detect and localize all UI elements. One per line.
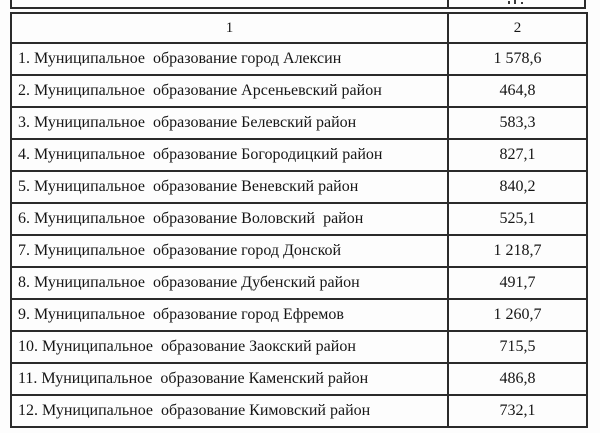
table-row — [12, 202, 586, 234]
previous-table-fragment — [10, 0, 586, 9]
table-row — [12, 330, 586, 362]
row-name-cell: 6. Муниципальное образование Воловский район — [12, 204, 449, 234]
row-name-cell: 9. Муниципальное образование город Ефремов — [12, 300, 449, 330]
table-row — [12, 74, 586, 106]
row-value-cell: 583,3 — [499, 114, 536, 131]
table-header-row — [12, 14, 586, 42]
table-row — [12, 394, 586, 426]
row-value-cell: 827,1 — [499, 146, 536, 163]
table-row — [12, 266, 586, 298]
header-cell-col1: 1 — [12, 14, 449, 42]
row-value-cell: 715,5 — [499, 338, 536, 355]
row-name-cell: 1. Муниципальное образование город Алексин — [12, 44, 449, 74]
row-name-cell: 3. Муниципальное образование Белевский район — [12, 108, 449, 138]
table-row — [12, 362, 586, 394]
row-value-cell: 491,7 — [499, 274, 536, 291]
row-value-cell: 732,1 — [499, 402, 536, 419]
row-name-cell: 4. Муниципальное образование Богородицкий район — [12, 140, 449, 170]
table-row — [12, 138, 586, 170]
previous-table-column-divider — [447, 0, 449, 7]
row-name-cell: 8. Муниципальное образование Дубенский район — [12, 268, 449, 298]
row-name-cell: 12. Муниципальное образование Кимовский район — [12, 396, 449, 426]
row-name-cell: 7. Муниципальное образование город Донской — [12, 236, 449, 266]
table-row — [12, 42, 586, 74]
row-name-cell: 11. Муниципальное образование Каменский район — [12, 364, 449, 394]
row-value-cell: 840,2 — [499, 178, 536, 195]
row-value-cell: 1 578,6 — [493, 50, 542, 67]
row-value-cell: 464,8 — [499, 82, 536, 99]
municipalities-table — [10, 12, 588, 428]
clipped-text-mark — [521, 2, 523, 4]
row-value-cell: 486,8 — [499, 370, 536, 387]
table-row — [12, 106, 586, 138]
table-row — [12, 170, 586, 202]
row-name-cell: 2. Муниципальное образование Арсеньевский район — [12, 76, 449, 106]
row-value-cell: 1 218,7 — [493, 242, 542, 259]
clipped-text-mark — [514, 0, 516, 4]
header-cell-col2: 2 — [513, 19, 522, 36]
clipped-text-mark — [508, 1, 510, 4]
row-value-cell: 525,1 — [499, 210, 536, 227]
row-name-cell: 5. Муниципальное образование Веневский район — [12, 172, 449, 202]
row-name-cell: 10. Муниципальное образование Заокский район — [12, 332, 449, 362]
table-row — [12, 234, 586, 266]
table-row — [12, 298, 586, 330]
row-value-cell: 1 260,7 — [493, 306, 542, 323]
